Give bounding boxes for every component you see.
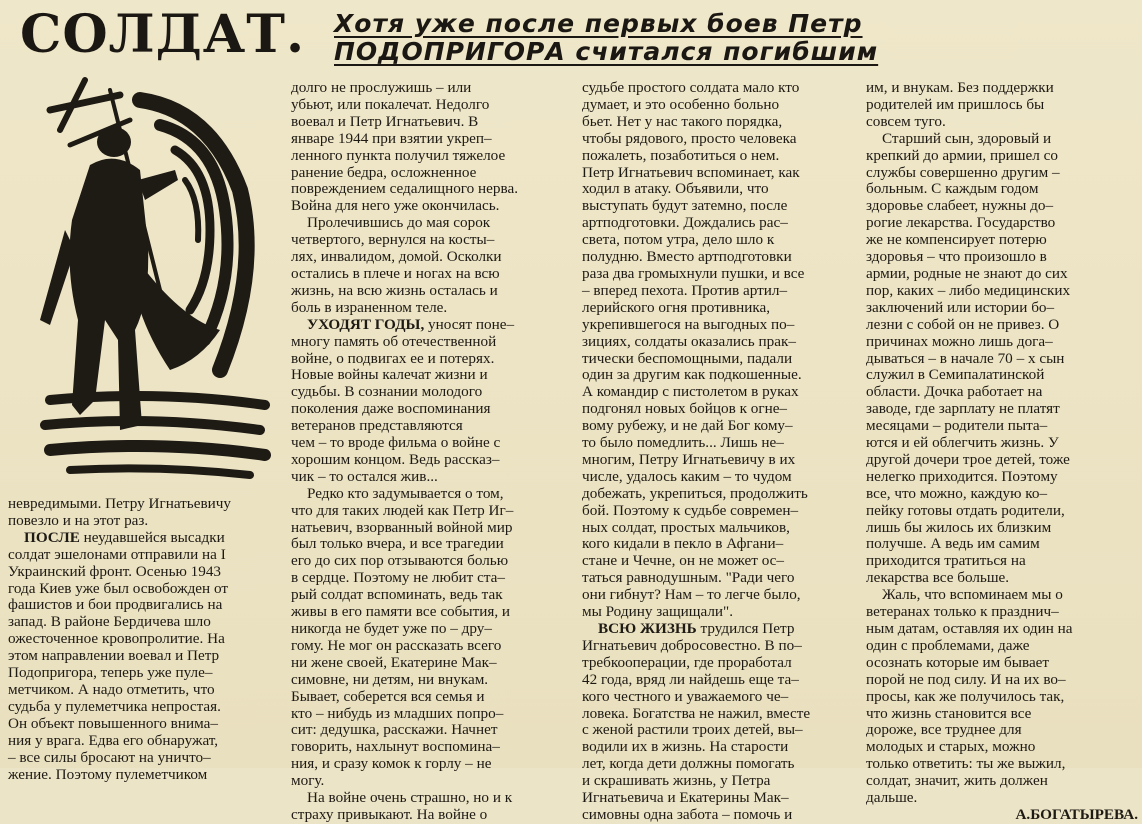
- lead-in: ВСЮ ЖИЗНЬ: [598, 620, 697, 637]
- text-line: числе, удалось каким – то чудом: [582, 467, 792, 485]
- text-line: [8, 530, 278, 547]
- column-4: [866, 79, 1138, 823]
- text-line: остались в плече и ногах на всю: [291, 264, 500, 282]
- text-line: Петр Игнатьевич вспоминает, как: [582, 163, 800, 181]
- text-line: Война для него уже окончилась.: [291, 197, 500, 215]
- text-line: службы совершенно другим –: [866, 163, 1060, 181]
- text-line: многим, Петру Игнатьевичу в их: [582, 450, 796, 468]
- text-line: Бывает, соберется вся семья и: [291, 687, 485, 705]
- lead-in-text: неудавшейся высадки: [79, 528, 225, 546]
- text-line: лезни с собой он не привез. О: [866, 315, 1060, 333]
- text-line: жизнь, на всю жизнь осталась и: [291, 281, 498, 299]
- text-line: чтобы рядового, просто человека: [582, 129, 797, 147]
- text-line: страху привыкают. На войне о: [291, 805, 488, 823]
- text-line: все, что можно, каждую ко–: [866, 484, 1048, 502]
- text-line: ленного пункта получил тяжелое: [291, 146, 506, 164]
- text-line: натьевич, взорванный войной мир: [291, 518, 513, 536]
- text-line: чем – то вроде фильма о войне с: [291, 434, 501, 452]
- text-line: ветеранов представляются: [291, 417, 463, 435]
- text-line: ходил в атаку. Объявили, что: [582, 180, 769, 198]
- text-line: повезло и на этот раз.: [8, 511, 149, 529]
- text-line: Жаль, что вспоминаем мы о: [882, 586, 1063, 604]
- lead-in-text: уносят поне–: [424, 315, 515, 333]
- text-line: кто – нибудь из младших попро–: [291, 704, 504, 722]
- text-line: осознать которые им бывает: [866, 653, 1050, 671]
- text-line: добежать, укрепиться, продолжить: [582, 484, 808, 502]
- text-line: причинах можно лишь дога–: [866, 332, 1053, 350]
- text-line: [291, 317, 563, 334]
- headline: СОЛДАТ.: [20, 4, 306, 65]
- text-line: солдат эшелонами отправили на I: [8, 545, 226, 563]
- subheadline: [334, 10, 1134, 66]
- text-line: – вперед пехота. Против артил–: [582, 281, 788, 299]
- text-line: Игнатьевича и Екатерины Мак–: [582, 789, 789, 807]
- text-line: бьет. Нет у нас такого порядка,: [582, 112, 783, 130]
- text-line: А командир с пистолетом в руках: [582, 383, 799, 401]
- text-line: Украинский фронт. Осенью 1943: [8, 562, 222, 580]
- text-line: они гибнут? Нам – то легче было,: [582, 586, 801, 604]
- text-line: повреждением седалищного нерва.: [291, 180, 518, 198]
- lead-in: ПОСЛЕ: [24, 528, 80, 546]
- text-line: армии, родные не знают до сих: [866, 264, 1068, 282]
- text-line: раза два громыхнули пушки, и все: [582, 264, 805, 282]
- author-signature: А.БОГАТЫРЕВА.: [1015, 805, 1138, 823]
- column-2: [291, 79, 563, 823]
- text-line: крепкий до армии, пришел со: [866, 146, 1058, 164]
- text-line: выступать будут затемно, после: [582, 197, 788, 215]
- text-line: никогда не будет уже по – дру–: [291, 620, 492, 637]
- text-line: четвертого, вернулся на косты–: [291, 231, 495, 249]
- text-line: света, потом утра, дело шло к: [582, 231, 775, 249]
- column-3: [582, 79, 856, 823]
- text-line: области. Дочка работает на: [866, 383, 1043, 401]
- text-line: фашистов и бои продвигались на: [8, 596, 223, 614]
- text-line: рогие лекарства. Государство: [866, 214, 1056, 232]
- text-line: думает, и это особенно больно: [582, 95, 780, 113]
- text-line: дываться – в начале 70 – х сын: [866, 349, 1065, 367]
- text-line: дороже, все труднее для: [866, 721, 1022, 739]
- text-line: хорошим концом. Ведь рассказ–: [291, 450, 500, 468]
- text-line: лерийского огня противника,: [582, 298, 771, 316]
- text-line: запад. В районе Бердичева шло: [8, 613, 211, 631]
- text-line: ни жене своей, Екатерине Мак–: [291, 653, 497, 671]
- text-line: стане и Чечне, он не может ос–: [582, 552, 785, 570]
- text-line: воевал и Петр Игнатьевич. В: [291, 112, 479, 130]
- text-line: получше. А ведь им самим: [866, 535, 1040, 553]
- text-line: зициях, солдаты оказались прак–: [582, 332, 796, 350]
- text-line: кого честного и уважаемого че–: [582, 687, 789, 705]
- text-line: лет, когда дети должны помогать: [582, 755, 795, 773]
- text-line: месяцами – родители пыта–: [866, 417, 1048, 435]
- text-line: этом направлении воевал и Петр: [8, 647, 220, 665]
- text-line: заключений или истории бо–: [866, 298, 1055, 316]
- text-line: говорить, нахлынут воспомина–: [291, 738, 500, 756]
- text-line: Новые войны калечат жизни и: [291, 366, 488, 384]
- text-line: дальше.: [866, 789, 918, 807]
- text-line: полудню. Вместо артподготовки: [582, 248, 792, 266]
- text-line: водили их в жизнь. На старости: [582, 738, 789, 756]
- text-line: На войне очень страшно, но и к: [307, 789, 513, 807]
- text-line: 42 года, вряд ли найдешь еще та–: [582, 670, 799, 688]
- text-line: тически беспомощными, падали: [582, 349, 793, 367]
- text-line: живы в его памяти все события, и: [291, 603, 511, 621]
- text-line: [582, 621, 856, 638]
- text-line: родителей им пришлось бы: [866, 95, 1045, 113]
- lead-in-text: трудился Петр: [696, 620, 795, 637]
- text-line: войне, о подвигах ее и потерях.: [291, 349, 495, 367]
- text-line: что для таких людей как Петр Иг–: [291, 501, 514, 519]
- text-line: артподготовки. Дождались рас–: [582, 214, 788, 232]
- text-line: мы Родину защищали".: [582, 603, 734, 621]
- text-line: просы, как же получилось так,: [866, 687, 1065, 705]
- text-line: его до сих пор отзываются болью: [291, 552, 509, 570]
- text-line: симовны одна забота – помочь и: [582, 805, 793, 823]
- text-line: ным датам, оставляя их один на: [866, 620, 1073, 637]
- text-line: же не компенсирует потерю: [866, 231, 1047, 249]
- text-line: – все силы бросают на уничто–: [8, 748, 211, 766]
- text-line: вому рубежу, и не дай Бог кому–: [582, 417, 793, 435]
- text-line: совсем туго.: [866, 112, 946, 130]
- text-line: ожесточенное кровопролитие. На: [8, 630, 225, 648]
- text-line: пор, каких – либо медицинских: [866, 281, 1071, 299]
- text-line: судьбы. В сознании молодого: [291, 383, 483, 401]
- text-line: таться равнодушным. "Ради чего: [582, 569, 795, 587]
- text-line: был только вчера, и все трагедии: [291, 535, 504, 553]
- text-line: укрепившегося на выгодных по–: [582, 315, 795, 333]
- text-line: порой не под силу. И на их во–: [866, 670, 1066, 688]
- text-line: заводе, где зарплату не платят: [866, 400, 1060, 418]
- text-line: один за другим как подкошенные.: [582, 366, 802, 384]
- text-line: метчиком. А надо отметить, что: [8, 680, 215, 698]
- text-line: кого кидали в пекло в Афгани–: [582, 535, 784, 553]
- subheadline-line-2: ПОДОПРИГОРА считался погибшим: [334, 37, 879, 66]
- text-line: ных солдат, простых мальчиков,: [582, 518, 790, 536]
- text-line: лишь бы жилось их близким: [866, 518, 1052, 536]
- text-line: долго не прослужишь – или: [291, 79, 472, 96]
- text-line: служил в Семипалатинской: [866, 366, 1045, 384]
- text-line: невредимыми. Петру Игнатьевичу: [8, 495, 231, 512]
- subheadline-line-1: Хотя уже после первых боев Петр: [334, 9, 863, 38]
- text-line: боль в израненном теле.: [291, 298, 448, 316]
- text-line: нелегко приходится. Поэтому: [866, 467, 1058, 485]
- text-line: могу.: [291, 772, 325, 790]
- text-line: ветеранах только к празднич–: [866, 603, 1059, 621]
- text-line: январе 1944 при взятии укреп–: [291, 129, 492, 147]
- text-line: ния у врага. Едва его обнаружат,: [8, 731, 219, 749]
- text-line: года Киев уже был освобожден от: [8, 579, 229, 597]
- text-line: больным. С каждым годом: [866, 180, 1039, 198]
- text-line: рый солдат вспоминать, ведь так: [291, 586, 503, 604]
- text-line: гому. Не мог он рассказать всего: [291, 636, 502, 654]
- text-line: пожалеть, позаботиться о нем.: [582, 146, 780, 164]
- text-line: что жизнь становится все: [866, 704, 1032, 722]
- text-line: Он объект повышенного внима–: [8, 714, 218, 732]
- text-line: убьют, или покалечат. Недолго: [291, 95, 490, 113]
- text-line: Подопригора, теперь уже пуле–: [8, 664, 213, 682]
- text-line: подгонял новых бойцов к огне–: [582, 400, 788, 418]
- text-line: требкооперации, где проработал: [582, 653, 792, 671]
- text-line: один с проблемами, даже: [866, 636, 1030, 654]
- text-line: симовне, ни детям, ни внукам.: [291, 670, 489, 688]
- text-line: то было помедлить... Лишь не–: [582, 434, 784, 452]
- text-line: другой дочери трое детей, тоже: [866, 450, 1070, 468]
- text-line: только ответить: ты же выжил,: [866, 755, 1066, 773]
- text-line: поколения даже воспоминания: [291, 400, 491, 418]
- text-line: лекарства все больше.: [866, 569, 1010, 587]
- text-line: с женой растили троих детей, вы–: [582, 721, 803, 739]
- text-line: здоровья – что произошло в: [866, 248, 1047, 266]
- text-line: ния, и сразу комок к горлу – не: [291, 755, 492, 773]
- text-line: ются и ей облегчить жизнь. У: [866, 434, 1059, 452]
- column-1: [8, 495, 278, 783]
- text-line: бой. Поэтому к судьбе современ–: [582, 501, 799, 519]
- text-line: сит: дедушка, расскажи. Начнет: [291, 721, 498, 739]
- text-line: в сердце. Поэтому не любит ста–: [291, 569, 506, 587]
- text-line: судьбе простого солдата мало кто: [582, 79, 800, 96]
- text-line: им, и внукам. Без поддержки: [866, 79, 1054, 96]
- text-line: лях, инвалидом, домой. Осколки: [291, 248, 502, 266]
- text-line: приходится тратиться на: [866, 552, 1026, 570]
- text-line: здоровье слабеет, нужны до–: [866, 197, 1054, 215]
- text-line: ловека. Богатства не нажил, вместе: [582, 704, 811, 722]
- text-line: и скрашивать жизнь, у Петра: [582, 772, 771, 790]
- text-line: солдат, значит, жить должен: [866, 772, 1048, 790]
- text-line: чик – то остался жив...: [291, 467, 438, 485]
- text-line: Старший сын, здоровый и: [882, 129, 1052, 147]
- text-line: Игнатьевич добросовестно. В по–: [582, 636, 802, 654]
- text-line: жение. Поэтому пулеметчиком: [8, 765, 208, 783]
- text-line: пейку готовы отдать родители,: [866, 501, 1065, 519]
- soldier-illustration: [10, 70, 280, 495]
- text-line: молодых и старых, можно: [866, 738, 1036, 756]
- text-line: ранение бедра, осложненное: [291, 163, 477, 181]
- text-line: судьба у пулеметчика непростая.: [8, 697, 221, 715]
- text-line: Пролечившись до мая сорок: [307, 214, 491, 232]
- lead-in: УХОДЯТ ГОДЫ,: [307, 315, 425, 333]
- text-line: многу память об отечественной: [291, 332, 497, 350]
- text-line: Редко кто задумывается о том,: [307, 484, 504, 502]
